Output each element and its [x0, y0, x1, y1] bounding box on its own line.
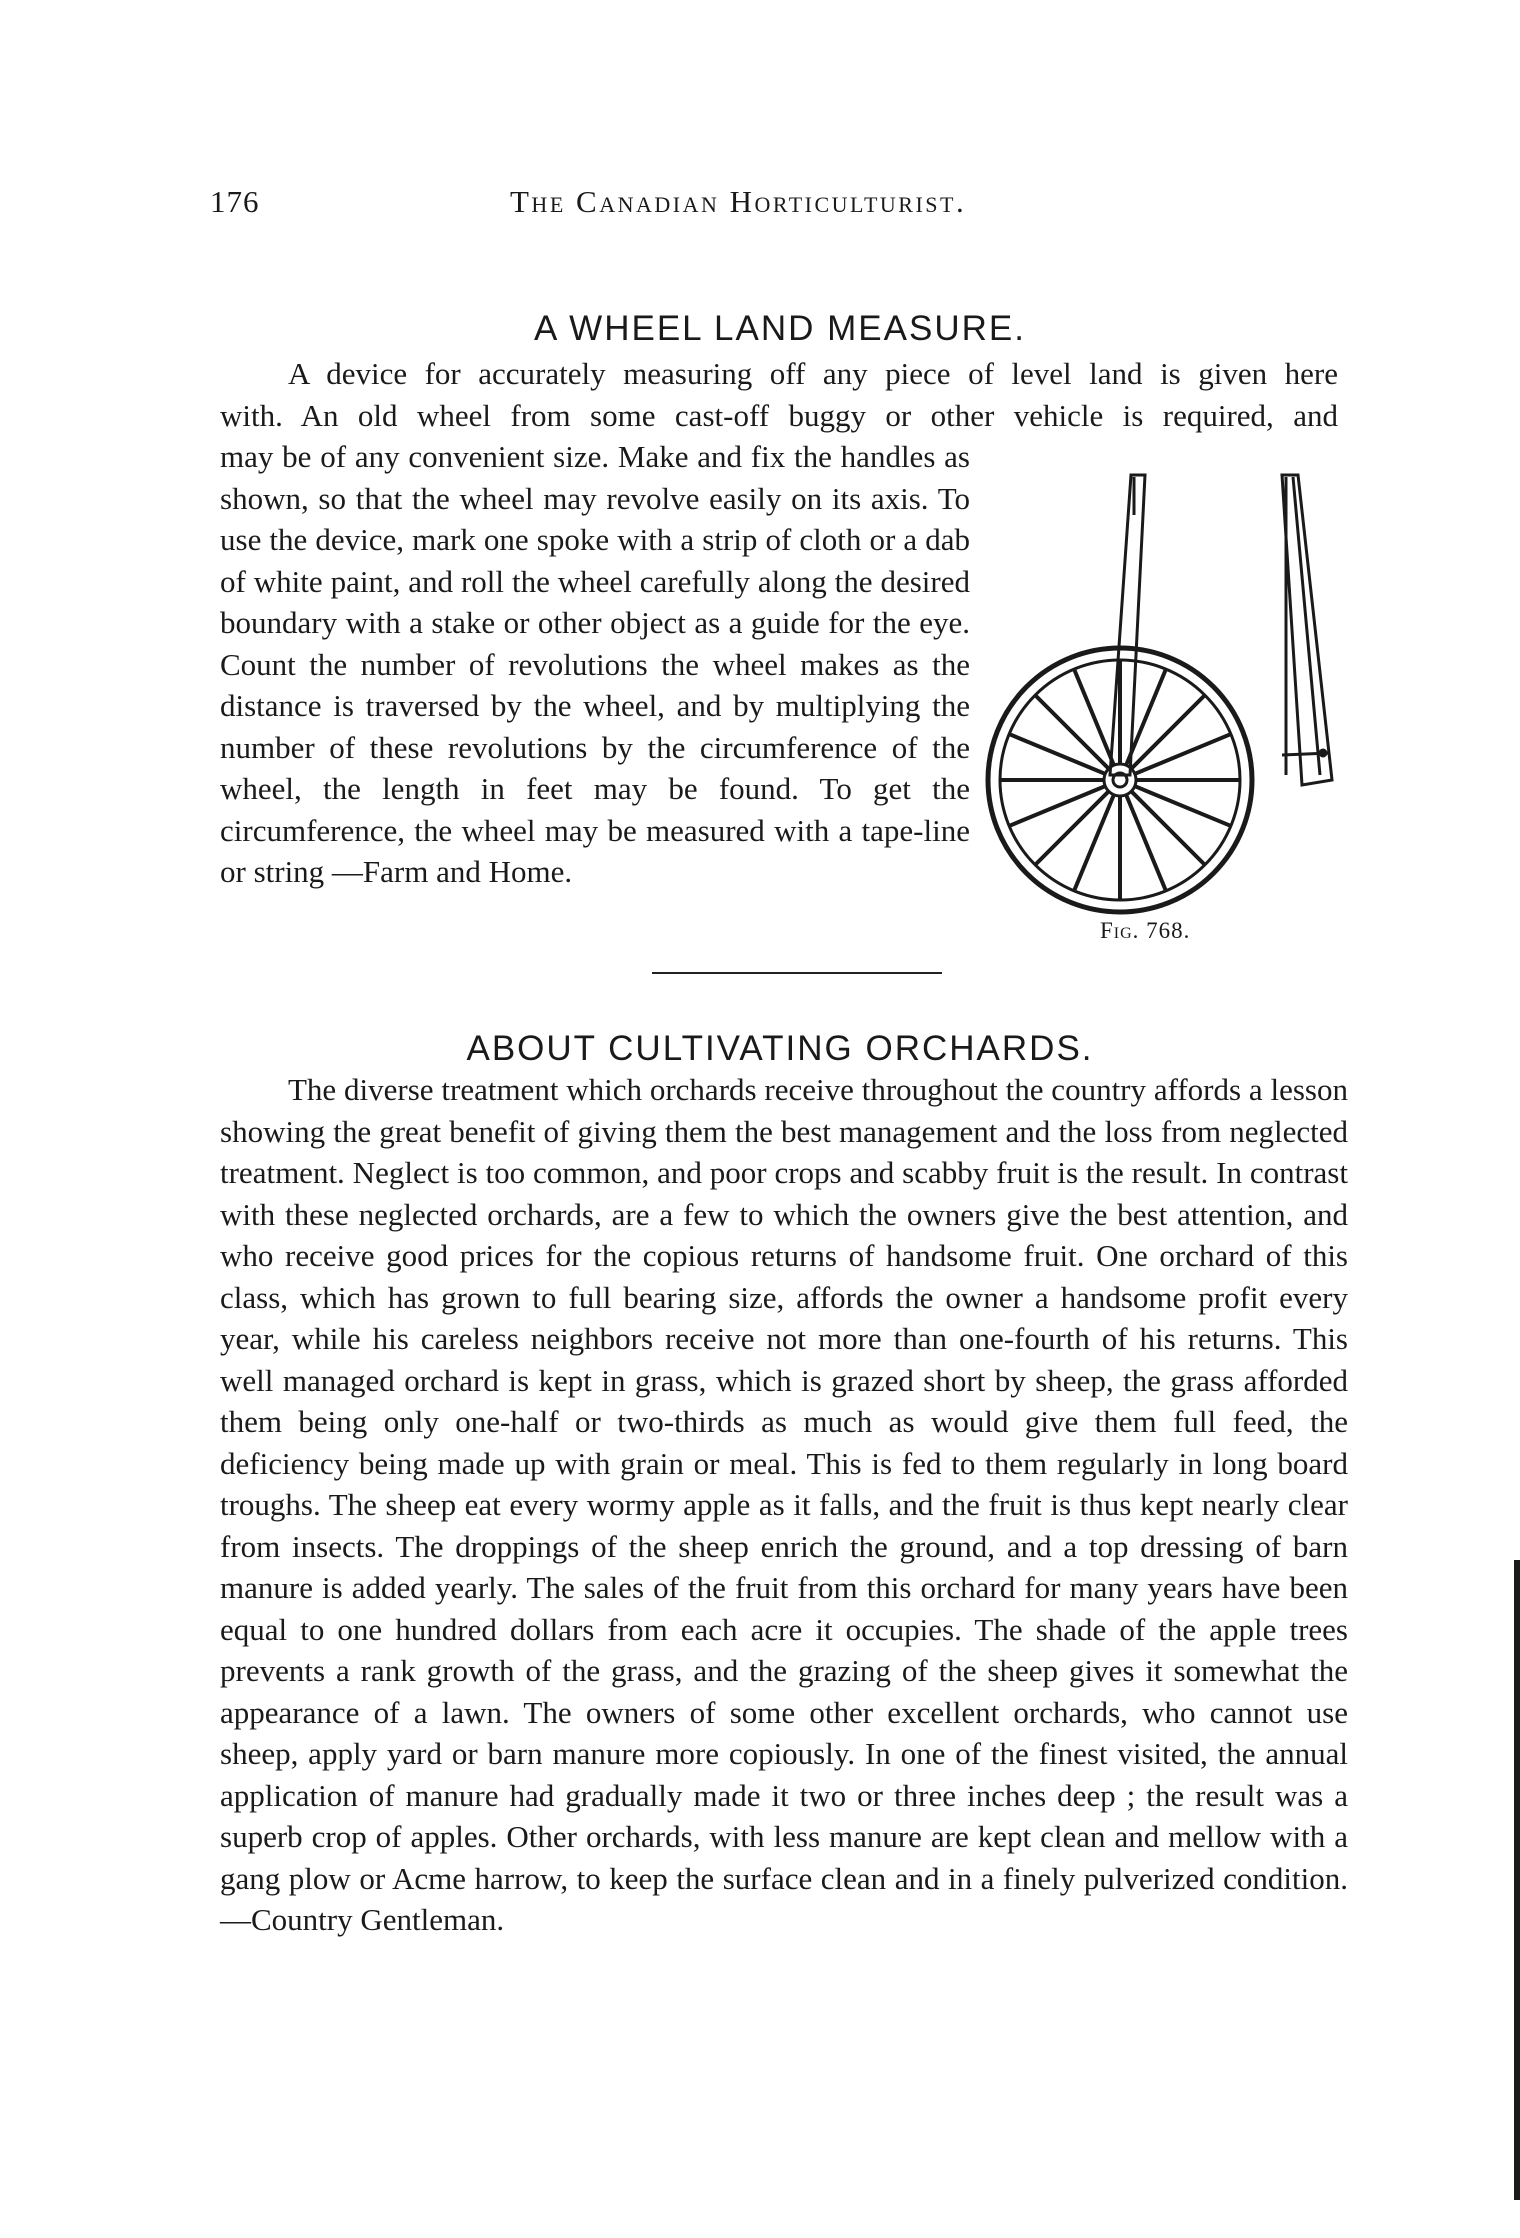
wheel-spoke: [1009, 734, 1105, 774]
figure-caption: Fig. 768.: [1100, 918, 1191, 943]
wheel-spoke: [1009, 786, 1105, 826]
wheel-spoke: [1131, 695, 1205, 769]
wheel-spoke: [1074, 669, 1114, 765]
article1-body: may be of any convenient size. Make and fix the handles as shown, so that the wheel may revolve easily on its axis. To use the device, mark one spoke with a strip of cloth or a dab of white paint, and roll the wheel carefully along the desired boundary with a stake or other object as a guide for the eye. Count the number of revolutions the wheel makes as the distance is traversed by the wheel, and by multiplying the number of these revolutions by the circumference of the wheel, the length in feet may be found. To get the circumference, the wheel may be measured with a tape-line or string —Farm and Home.: [220, 439, 970, 889]
page-number: 176: [210, 184, 260, 219]
wheel-spoke: [1135, 734, 1231, 774]
wheel-spoke: [1126, 795, 1166, 891]
article1-intro-line2: with. An old wheel from some cast-off buggy or other vehicle is required, and: [220, 397, 1338, 433]
wheel-spoke: [1135, 786, 1231, 826]
journal-title: The Canadian Horticulturist.: [510, 184, 967, 219]
article1-intro-line1: A device for accurately measuring off any piece of level land is given here: [288, 356, 1338, 391]
wheel-illustration: [980, 455, 1340, 925]
side-view-frame: [1282, 475, 1332, 785]
wheel-spoke: [1131, 791, 1205, 865]
article-title-wheel-land-measure: A WHEEL LAND MEASURE.: [534, 309, 1026, 349]
figure-wheel-measure: [980, 455, 1340, 975]
article2-body: The diverse treatment which orchards receive throughout the country affords a lesson showing the great benefit of giving them the best management and the loss from neglected treatment. Neglect is too common, and poor crops and scabby fruit is the result. In contrast with these neglected orchards, are a few to which the owners give the best attention, and who receive good prices for the copious returns of handsome fruit. One orchard of this class, which has grown to full bearing size, affords the owner a handsome profit every year, while his careless neighbors receive not more than one-fourth of his returns. This well managed orchard is kept in grass, which is grazed short by sheep, the grass afforded them being only one-half or two-thirds as much as would give them full feed, the deficiency being made up with grain or meal. This is fed to them regularly in long board troughs. The sheep eat every wormy apple as it falls, and the fruit is thus kept nearly clear from insects. The droppings of the sheep enrich the ground, and a top dressing of barn manure is added yearly. The sales of the fruit from this orchard for many years have been equal to one hundred dollars from each acre it occupies. The shade of the apple trees prevents a rank growth of the grass, and the grazing of the sheep gives it somewhat the appearance of a lawn. The owners of some other excellent orchards, who cannot use sheep, apply yard or barn manure more copiously. In one of the finest visited, the annual application of manure had gradually made it two or three inches deep ; the result was a superb crop of apples. Other orchards, with less manure are kept clean and mellow with a gang plow or Acme harrow, to keep the surface clean and in a finely pulverized condition.—Country Gentleman.: [220, 1072, 1348, 1937]
article-title-cultivating-orchards: ABOUT CULTIVATING ORCHARDS.: [466, 1029, 1094, 1069]
section-divider: [652, 972, 942, 974]
running-head: [210, 176, 1340, 226]
page-edge-shadow: [1514, 1560, 1520, 2200]
wheel-spoke: [1074, 795, 1114, 891]
wheel-spoke: [1035, 791, 1109, 865]
wheel-spoke: [1035, 695, 1109, 769]
wheel-spokes: [1000, 660, 1240, 900]
article1-intro: [220, 353, 1338, 436]
